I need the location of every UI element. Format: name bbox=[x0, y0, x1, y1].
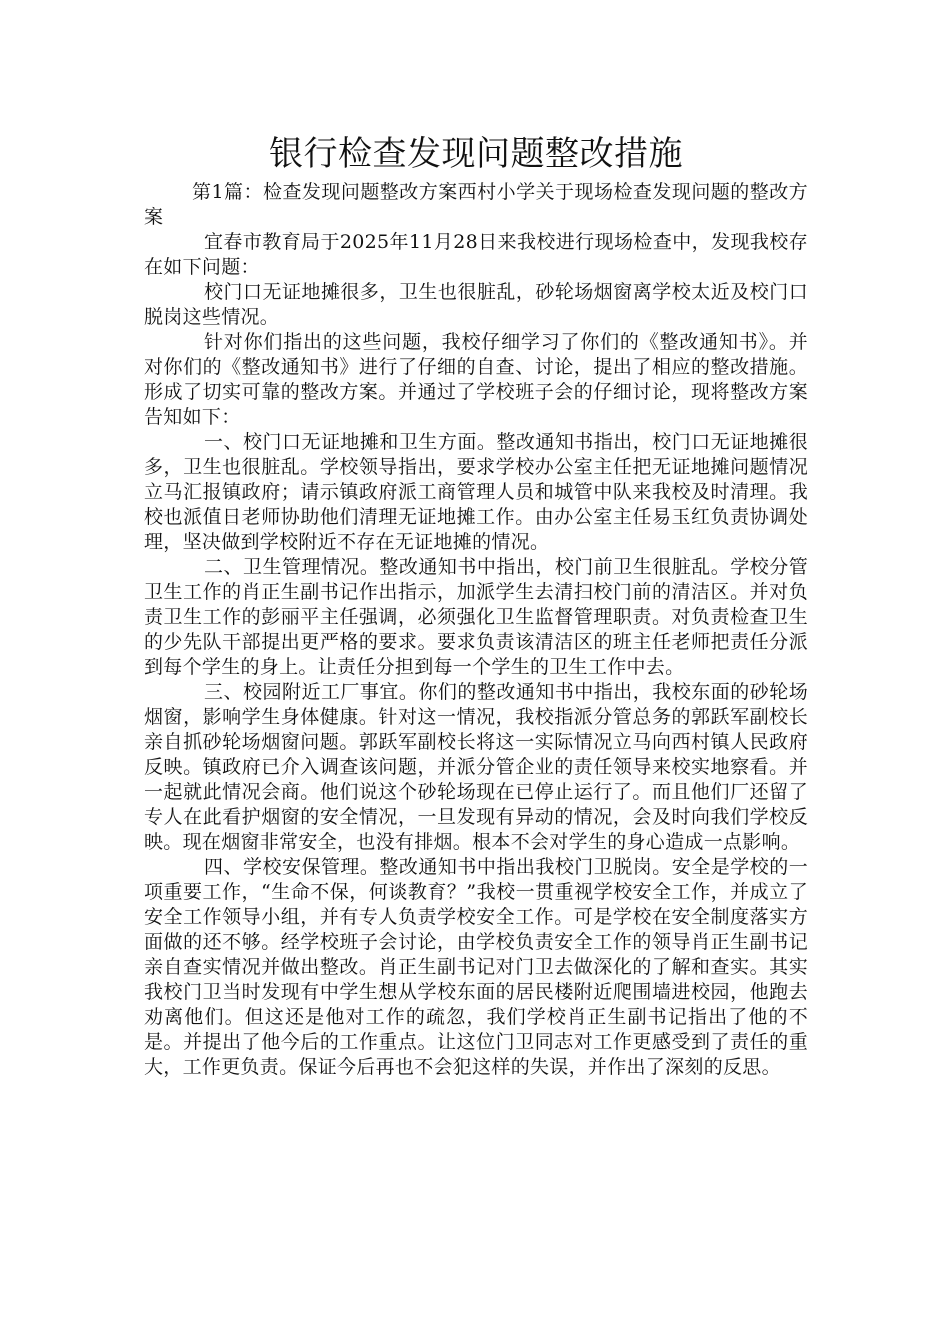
paragraph-intro: 第1篇：检查发现问题整改方案西村小学关于现场检查发现问题的整改方案 bbox=[144, 181, 808, 228]
document-title: 银行检查发现问题整改措施 bbox=[269, 134, 683, 174]
paragraph-section-4: 四、学校安保管理。整改通知书中指出我校门卫脱岗。安全是学校的一项重要工作，“生命不保，何谈教育？”我校一贯重视学校安全工作，并成立了安全工作领导小组，并有专人负责学校安全工作。可是学校在安全制度落实方面做的还不够。经学校班子会讨论，由学校负责安全工作的领导肖正生副书记亲自查实情况并做出整改。肖正生副书记对门卫去做深化的了解和查实。其实我校门卫当时发现有中学生想从学校东面的居民楼附近爬围墙进校园，他跑去劝离他们。但这还是他对工作的疏忽，我们学校肖正生副书记指出了他的不是。并提出了他今后的工作重点。让这位门卫同志对工作更感受到了责任的重大，工作更负责。保证今后再也不会犯这样的失误，并作出了深刻的反思。 bbox=[144, 856, 808, 1078]
paragraph-response: 针对你们指出的这些问题，我校仔细学习了你们的《整改通知书》。并对你们的《整改通知书》进行了仔细的自查、讨论，提出了相应的整改措施。形成了切实可靠的整改方案。并通过了学校班子会的仔细讨论，现将整改方案告知如下： bbox=[144, 331, 808, 428]
document-page bbox=[144, 126, 808, 1080]
paragraph-section-2: 二、卫生管理情况。整改通知书中指出，校门前卫生很脏乱。学校分管卫生工作的肖正生副书记作出指示，加派学生去清扫校门前的清洁区。并对负责卫生工作的彭丽平主任强调，必须强化卫生监督管理职责。对负责检查卫生的少先队干部提出更严格的要求。要求负责该清洁区的班主任老师把责任分派到每个学生的身上。让责任分担到每一个学生的卫生工作中去。 bbox=[144, 556, 808, 678]
paragraph-section-1: 一、校门口无证地摊和卫生方面。整改通知书指出，校门口无证地摊很多，卫生也很脏乱。学校领导指出，要求学校办公室主任把无证地摊问题情况立马汇报镇政府；请示镇政府派工商管理人员和城管中队来我校及时清理。我校也派值日老师协助他们清理无证地摊工作。由办公室主任易玉红负责协调处理，坚决做到学校附近不存在无证地摊的情况。 bbox=[144, 431, 808, 553]
paragraph-problems: 校门口无证地摊很多，卫生也很脏乱，砂轮场烟窗离学校太近及校门口脱岗这些情况。 bbox=[144, 281, 808, 328]
paragraph-section-3: 三、校园附近工厂事宜。你们的整改通知书中指出，我校东面的砂轮场烟窗，影响学生身体健康。针对这一情况，我校指派分管总务的郭跃军副校长亲自抓砂轮场烟窗问题。郭跃军副校长将这一实际情况立马向西村镇人民政府反映。镇政府已介入调查该问题，并派分管企业的责任领导来校实地察看。并一起就此情况会商。他们说这个砂轮场现在已停止运行了。而且他们厂还留了专人在此看护烟窗的安全情况，一旦发现有异动的情况，会及时向我们学校反映。现在烟窗非常安全，也没有排烟。根本不会对学生的身心造成一点影响。 bbox=[144, 681, 808, 853]
paragraph-inspection: 宜春市教育局于2025年11月28日来我校进行现场检查中，发现我校存在如下问题： bbox=[144, 231, 808, 278]
